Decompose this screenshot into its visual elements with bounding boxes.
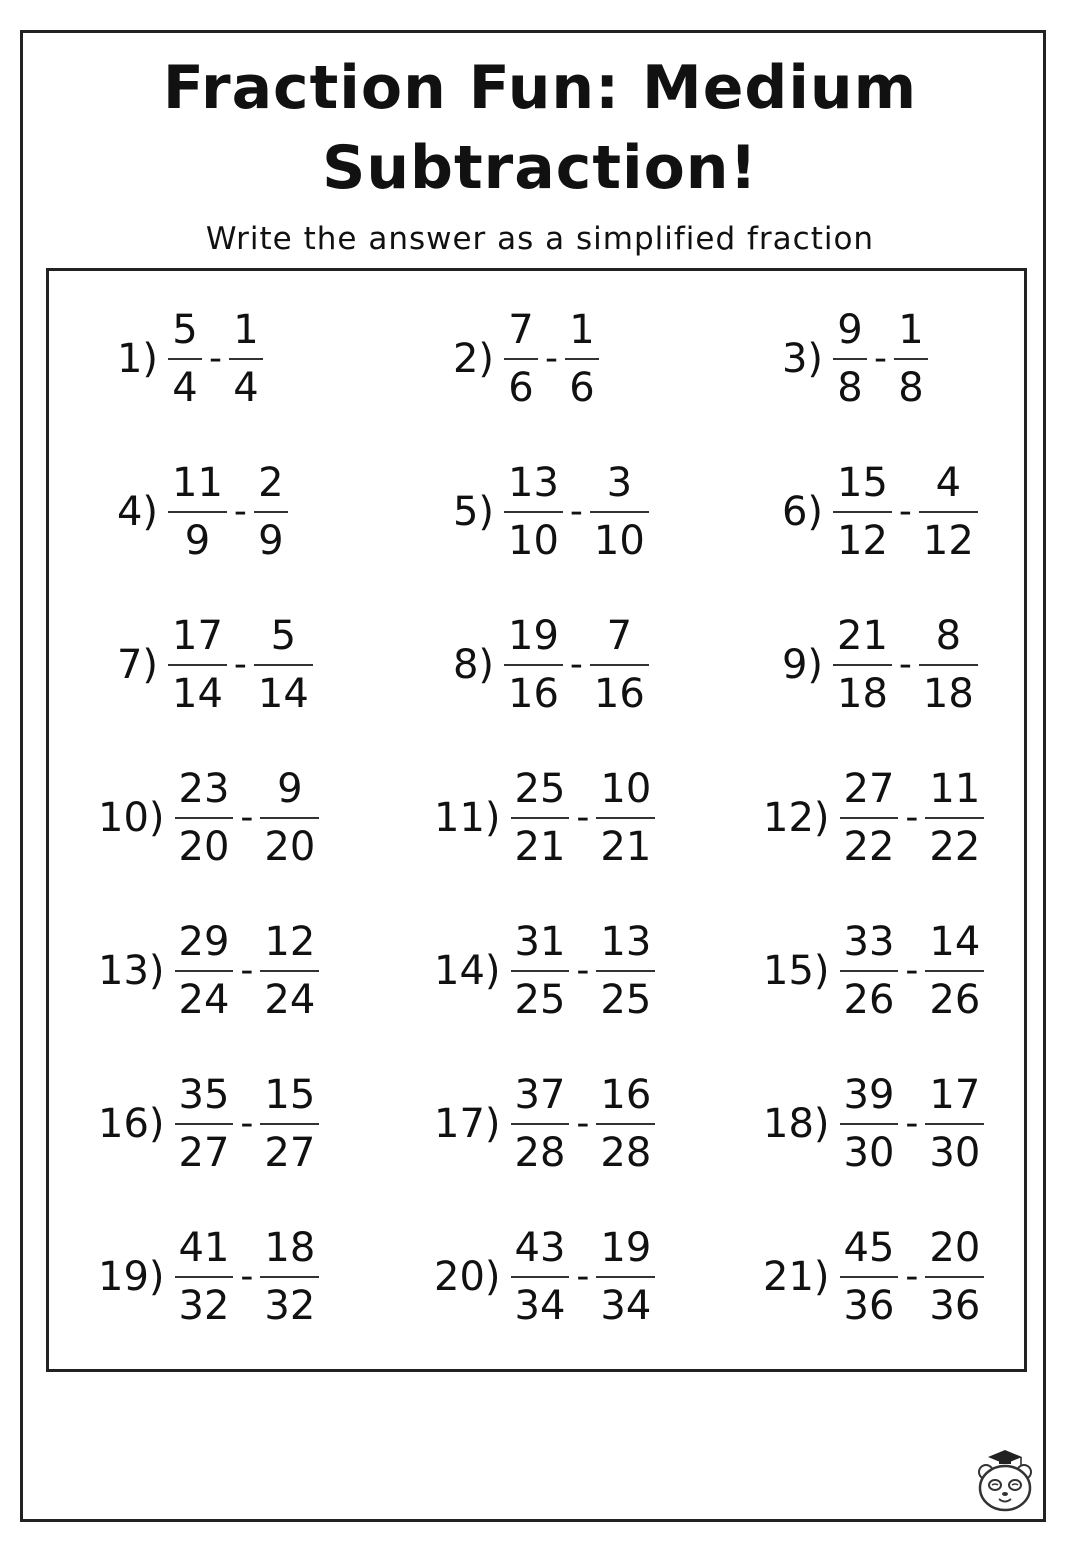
numerator: 9 (837, 306, 863, 353)
problem-number: 16) (98, 1100, 165, 1147)
fraction-bar (596, 1276, 655, 1278)
numerator: 1 (569, 306, 595, 353)
fraction-second (260, 765, 319, 871)
fraction-bar (840, 817, 899, 819)
denominator: 34 (514, 1282, 566, 1329)
numerator: 20 (929, 1224, 981, 1271)
problem-number: 2) (452, 335, 494, 382)
denominator: 25 (514, 976, 566, 1023)
denominator: 6 (569, 364, 595, 411)
numerator: 41 (178, 1224, 230, 1271)
numerator: 43 (514, 1224, 566, 1271)
fraction-bar (168, 664, 227, 666)
minus-sign: - (233, 490, 247, 532)
problem-11 (380, 741, 705, 894)
numerator: 9 (277, 765, 303, 812)
minus-sign: - (240, 949, 254, 991)
numerator: 14 (929, 918, 981, 965)
problem-5 (380, 435, 705, 588)
numerator: 11 (172, 459, 223, 506)
problem-number: 19) (98, 1253, 165, 1300)
minus-sign: - (209, 337, 222, 379)
minus-sign: - (576, 1255, 590, 1297)
fraction-second (925, 765, 984, 871)
problem-number: 3) (781, 335, 823, 382)
denominator: 26 (929, 976, 981, 1023)
fraction-second (260, 1071, 319, 1177)
fraction-bar (175, 1123, 234, 1125)
fraction-first (511, 1224, 570, 1330)
fraction-second (925, 918, 984, 1024)
denominator: 18 (922, 670, 974, 717)
problem-21 (705, 1200, 1025, 1353)
fraction-bar (260, 1276, 319, 1278)
numerator: 5 (270, 612, 297, 659)
fraction-first (511, 1071, 570, 1177)
numerator: 15 (837, 459, 888, 506)
fraction-bar (590, 511, 649, 513)
numerator: 16 (600, 1071, 652, 1118)
problem-2 (380, 282, 705, 435)
minus-sign: - (905, 796, 919, 838)
fraction-bar (833, 511, 892, 513)
fraction-second (254, 612, 313, 718)
numerator: 17 (172, 612, 223, 659)
numerator: 21 (837, 612, 888, 659)
fraction-second (596, 918, 655, 1024)
problem-14 (380, 894, 705, 1047)
problem-7 (50, 588, 380, 741)
fraction-first (840, 918, 899, 1024)
denominator: 12 (922, 517, 974, 564)
fraction-second (925, 1224, 984, 1330)
denominator: 24 (178, 976, 230, 1023)
fraction-bar (175, 817, 234, 819)
denominator: 16 (508, 670, 559, 717)
fraction-bar (833, 664, 892, 666)
fraction-first (833, 612, 892, 718)
problem-17 (380, 1047, 705, 1200)
fraction-bar (504, 511, 563, 513)
problem-6 (705, 435, 1025, 588)
problem-3 (705, 282, 1025, 435)
denominator: 22 (843, 823, 895, 870)
numerator: 1 (233, 306, 259, 353)
fraction-bar (254, 511, 288, 513)
fraction-bar (168, 511, 227, 513)
problem-number: 14) (434, 947, 501, 994)
minus-sign: - (576, 1102, 590, 1144)
fraction-bar (175, 1276, 234, 1278)
denominator: 10 (508, 517, 559, 564)
denominator: 30 (929, 1129, 981, 1176)
numerator: 29 (178, 918, 230, 965)
denominator: 34 (600, 1282, 652, 1329)
denominator: 27 (264, 1129, 316, 1176)
denominator: 36 (929, 1282, 981, 1329)
denominator: 8 (898, 364, 924, 411)
instruction-text: Write the answer as a simplified fraction (205, 221, 875, 257)
fraction-second (260, 1224, 319, 1330)
fraction-first (168, 612, 227, 718)
numerator: 25 (514, 765, 566, 812)
fraction-second (596, 1224, 655, 1330)
numerator: 15 (264, 1071, 316, 1118)
minus-sign: - (569, 490, 583, 532)
fraction-first (175, 1224, 234, 1330)
denominator: 36 (843, 1282, 895, 1329)
minus-sign: - (569, 643, 583, 685)
fraction-second (590, 459, 649, 565)
fraction-bar (925, 1123, 984, 1125)
numerator: 2 (258, 459, 284, 506)
numerator: 11 (929, 765, 981, 812)
numerator: 8 (935, 612, 962, 659)
denominator: 20 (178, 823, 230, 870)
title-line-2: Subtraction! (322, 133, 758, 203)
problem-number: 15) (763, 947, 830, 994)
minus-sign: - (545, 337, 558, 379)
problem-number: 12) (763, 794, 830, 841)
fraction-first (168, 306, 202, 412)
fraction-bar (919, 511, 978, 513)
fraction-second (919, 459, 978, 565)
problem-number: 17) (434, 1100, 501, 1147)
fraction-bar (175, 970, 234, 972)
minus-sign: - (233, 643, 247, 685)
title-line-1: Fraction Fun: Medium (162, 53, 918, 123)
fraction-bar (894, 358, 928, 360)
denominator: 28 (600, 1129, 652, 1176)
minus-sign: - (905, 949, 919, 991)
minus-sign: - (240, 796, 254, 838)
denominator: 16 (593, 670, 645, 717)
fraction-bar (511, 817, 570, 819)
fraction-bar (833, 358, 867, 360)
fraction-first (511, 765, 570, 871)
denominator: 4 (172, 364, 198, 411)
denominator: 9 (184, 517, 211, 564)
denominator: 12 (837, 517, 888, 564)
fraction-bar (254, 664, 313, 666)
fraction-bar (504, 664, 563, 666)
problem-number: 9) (781, 641, 823, 688)
problem-number: 6) (781, 488, 823, 535)
fraction-first (175, 918, 234, 1024)
denominator: 8 (837, 364, 863, 411)
denominator: 24 (264, 976, 316, 1023)
problem-13 (50, 894, 380, 1047)
numerator: 35 (178, 1071, 230, 1118)
fraction-second (254, 459, 288, 565)
numerator: 13 (600, 918, 652, 965)
fraction-first (840, 1224, 899, 1330)
minus-sign: - (576, 949, 590, 991)
fraction-bar (511, 1123, 570, 1125)
fraction-bar (260, 970, 319, 972)
problem-1 (50, 282, 380, 435)
fraction-bar (565, 358, 599, 360)
fraction-second (229, 306, 263, 412)
minus-sign: - (905, 1255, 919, 1297)
minus-sign: - (576, 796, 590, 838)
numerator: 33 (843, 918, 895, 965)
problem-19 (50, 1200, 380, 1353)
denominator: 21 (600, 823, 652, 870)
problem-number: 21) (763, 1253, 830, 1300)
fraction-bar (925, 817, 984, 819)
numerator: 12 (264, 918, 316, 965)
problem-grid (50, 282, 1025, 1353)
problem-number: 20) (434, 1253, 501, 1300)
fraction-bar (260, 1123, 319, 1125)
fraction-first (840, 1071, 899, 1177)
problem-15 (705, 894, 1025, 1047)
fraction-bar (925, 970, 984, 972)
denominator: 9 (258, 517, 284, 564)
fraction-bar (925, 1276, 984, 1278)
fraction-second (565, 306, 599, 412)
denominator: 30 (843, 1129, 895, 1176)
fraction-bar (511, 1276, 570, 1278)
fraction-first (168, 459, 227, 565)
fraction-first (175, 1071, 234, 1177)
denominator: 14 (172, 670, 223, 717)
problem-number: 4) (116, 488, 158, 535)
fraction-bar (840, 1123, 899, 1125)
denominator: 28 (514, 1129, 566, 1176)
denominator: 20 (264, 823, 316, 870)
numerator: 10 (600, 765, 652, 812)
minus-sign: - (240, 1255, 254, 1297)
problem-number: 13) (98, 947, 165, 994)
problem-10 (50, 741, 380, 894)
fraction-second (590, 612, 649, 718)
fraction-first (840, 765, 899, 871)
fraction-second (596, 765, 655, 871)
fraction-bar (260, 817, 319, 819)
problem-number: 11) (434, 794, 501, 841)
minus-sign: - (905, 1102, 919, 1144)
fraction-bar (596, 1123, 655, 1125)
problem-20 (380, 1200, 705, 1353)
denominator: 25 (600, 976, 652, 1023)
numerator: 13 (508, 459, 559, 506)
fraction-bar (168, 358, 202, 360)
problem-number: 10) (98, 794, 165, 841)
fraction-second (596, 1071, 655, 1177)
fraction-bar (590, 664, 649, 666)
fraction-first (504, 612, 563, 718)
denominator: 14 (257, 670, 309, 717)
numerator: 39 (843, 1071, 895, 1118)
minus-sign: - (898, 490, 912, 532)
numerator: 19 (600, 1224, 652, 1271)
denominator: 18 (837, 670, 888, 717)
numerator: 4 (935, 459, 962, 506)
numerator: 1 (898, 306, 924, 353)
numerator: 19 (508, 612, 559, 659)
denominator: 22 (929, 823, 981, 870)
problem-9 (705, 588, 1025, 741)
fraction-bar (840, 1276, 899, 1278)
problem-16 (50, 1047, 380, 1200)
fraction-bar (596, 817, 655, 819)
denominator: 10 (593, 517, 645, 564)
fraction-second (894, 306, 928, 412)
fraction-bar (511, 970, 570, 972)
fraction-second (919, 612, 978, 718)
fraction-second (260, 918, 319, 1024)
numerator: 45 (843, 1224, 895, 1271)
fraction-first (833, 459, 892, 565)
minus-sign: - (874, 337, 887, 379)
minus-sign: - (240, 1102, 254, 1144)
fraction-bar (840, 970, 899, 972)
numerator: 18 (264, 1224, 316, 1271)
numerator: 27 (843, 765, 895, 812)
fraction-bar (919, 664, 978, 666)
denominator: 32 (178, 1282, 230, 1329)
fraction-first (175, 765, 234, 871)
denominator: 4 (233, 364, 259, 411)
denominator: 6 (508, 364, 534, 411)
numerator: 7 (508, 306, 534, 353)
fraction-bar (596, 970, 655, 972)
numerator: 23 (178, 765, 230, 812)
numerator: 5 (172, 306, 198, 353)
numerator: 37 (514, 1071, 566, 1118)
numerator: 3 (606, 459, 633, 506)
problem-number: 5) (452, 488, 494, 535)
problem-number: 1) (116, 335, 158, 382)
fraction-bar (229, 358, 263, 360)
denominator: 27 (178, 1129, 230, 1176)
denominator: 26 (843, 976, 895, 1023)
problem-number: 8) (452, 641, 494, 688)
problem-4 (50, 435, 380, 588)
denominator: 21 (514, 823, 566, 870)
numerator: 31 (514, 918, 566, 965)
fraction-first (504, 459, 563, 565)
problem-number: 7) (116, 641, 158, 688)
graduate-mascot-icon (972, 1448, 1038, 1514)
fraction-first (511, 918, 570, 1024)
fraction-bar (504, 358, 538, 360)
numerator: 17 (929, 1071, 981, 1118)
problem-number: 18) (763, 1100, 830, 1147)
problem-8 (380, 588, 705, 741)
denominator: 32 (264, 1282, 316, 1329)
fraction-first (833, 306, 867, 412)
minus-sign: - (898, 643, 912, 685)
numerator: 7 (606, 612, 633, 659)
problem-18 (705, 1047, 1025, 1200)
fraction-first (504, 306, 538, 412)
problem-12 (705, 741, 1025, 894)
fraction-second (925, 1071, 984, 1177)
